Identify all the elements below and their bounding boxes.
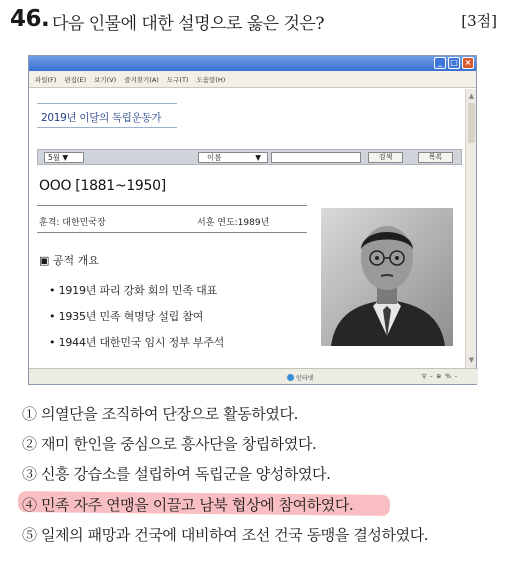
zoom-control[interactable]: ⚲ - ⊕ % -	[421, 373, 458, 380]
option-3[interactable]: ③ 신흥 강습소를 설립하여 독립군을 양성하였다.	[22, 465, 331, 483]
question-text: 다음 인물에 대한 설명으로 옳은 것은?	[52, 14, 324, 34]
status-bar	[29, 368, 478, 384]
menu-tools[interactable]: 도구(T)	[166, 75, 189, 84]
list-button[interactable]: 목록	[418, 152, 453, 163]
person-name: OOO [1881~1950]	[39, 178, 166, 194]
menu-bar	[29, 71, 476, 88]
menu-help[interactable]: 도움말(H)	[196, 75, 226, 84]
option-5[interactable]: ⑤ 일제의 패망과 건국에 대비하여 조선 건국 동맹을 결성하였다.	[22, 526, 429, 544]
option-1[interactable]: ① 의열단을 조직하여 단장으로 활동하였다.	[22, 405, 298, 423]
search-type-select[interactable]	[198, 152, 268, 163]
achievement-item: • 1935년 민족 혁명당 설립 참여	[49, 310, 204, 323]
menu-view[interactable]: 보기(V)	[94, 75, 117, 84]
award-year: 서훈 연도:1989년	[197, 218, 270, 228]
status-zone-label: 인터넷	[296, 375, 314, 382]
page-content	[29, 89, 466, 368]
divider	[37, 205, 307, 206]
question-points: [3점]	[461, 12, 497, 30]
browser-window	[28, 55, 477, 385]
page-title-box	[37, 103, 177, 128]
divider	[37, 232, 307, 233]
search-bar	[37, 149, 462, 165]
scroll-up-icon[interactable]: ▲	[468, 92, 475, 100]
achievement-item: • 1919년 파리 강화 회의 민족 대표	[49, 284, 217, 297]
close-button[interactable]: ×	[462, 57, 474, 69]
minimize-button[interactable]: _	[434, 57, 446, 69]
achievements-heading: ▣ 공적 개요	[39, 254, 99, 267]
award-grade: 훈격: 대한민국장	[39, 218, 106, 228]
search-button[interactable]: 검색	[368, 152, 403, 163]
search-type-label: 이름	[207, 153, 222, 162]
month-select[interactable]: 5월 ▼	[44, 152, 84, 163]
status-zone	[287, 373, 313, 382]
option-2[interactable]: ② 재미 한인을 중심으로 흥사단을 창립하였다.	[22, 435, 317, 453]
chevron-down-icon: ▼	[255, 153, 261, 162]
menu-file[interactable]: 파일(F)	[35, 75, 57, 84]
portrait-photo	[321, 208, 453, 346]
search-input[interactable]	[271, 152, 361, 163]
option-4[interactable]: ④ 민족 자주 연맹을 이끌고 남북 협상에 참여하였다.	[22, 496, 354, 514]
question-number: 46.	[10, 6, 50, 32]
vertical-scrollbar[interactable]	[465, 89, 476, 368]
window-titlebar	[29, 56, 476, 71]
question-header	[10, 6, 503, 36]
menu-favorites[interactable]: 즐겨찾기(A)	[124, 75, 159, 84]
scroll-thumb[interactable]	[468, 103, 475, 143]
page-title: 2019년 이달의 독립운동가	[41, 112, 162, 124]
scroll-down-icon[interactable]: ▼	[468, 356, 475, 364]
menu-edit[interactable]: 편집(E)	[64, 75, 87, 84]
achievement-item: • 1944년 대한민국 임시 정부 부주석	[49, 336, 225, 349]
maximize-button[interactable]: □	[448, 57, 460, 69]
globe-icon	[287, 374, 294, 381]
